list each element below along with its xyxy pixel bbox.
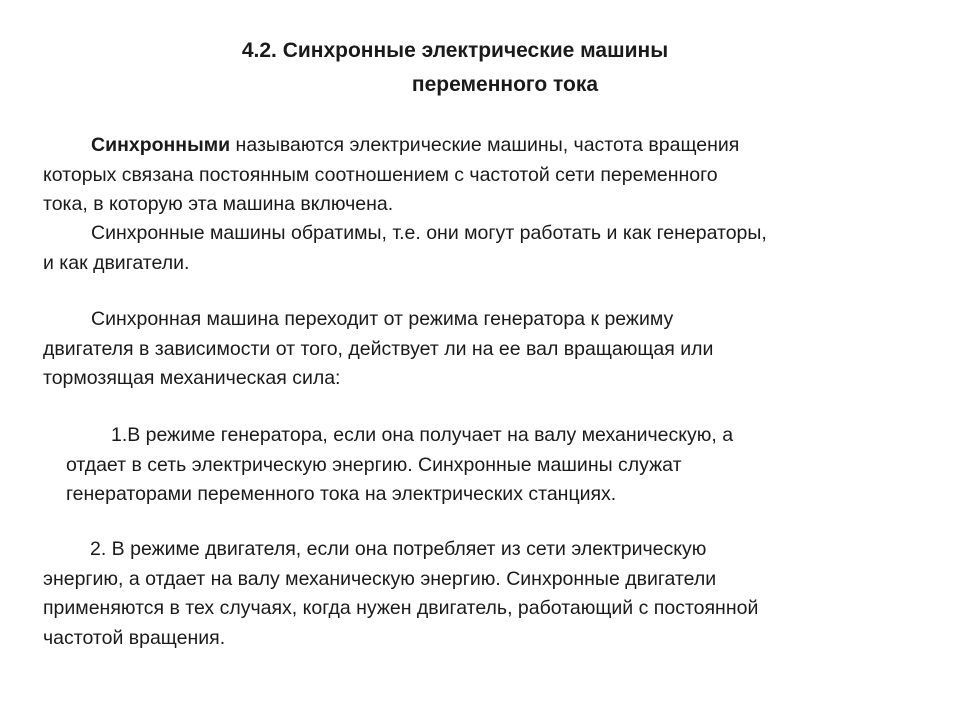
bold-term: Синхронными bbox=[91, 134, 231, 156]
paragraph-mode-transition bbox=[43, 305, 713, 394]
paragraph-line: тормозящая механическая сила: bbox=[43, 367, 341, 389]
paragraph-line: генераторами переменного тока на электрических станциях. bbox=[66, 483, 617, 505]
paragraph-line: 1.В режиме генератора, если она получает на валу механическую, а bbox=[111, 424, 734, 446]
paragraph-line: энергию, а отдает на валу механическую энергию. Синхронные двигатели bbox=[43, 567, 717, 590]
paragraph-line: которых связана постоянным соотношением с частотой сети переменного bbox=[43, 163, 718, 186]
paragraph-line: Синхронная машина переходит от режима генератора к режиму bbox=[91, 308, 674, 330]
paragraph-line: 2. В режиме двигателя, если она потребляет из сети электрическую bbox=[90, 538, 707, 560]
line-text: называются электрические машины, частота вращения bbox=[230, 134, 740, 156]
list-item-generator-mode bbox=[66, 421, 733, 510]
paragraph-line: двигателя в зависимости от того, действует ли на ее вал вращающая или bbox=[43, 337, 714, 360]
paragraph-line: частотой вращения. bbox=[43, 626, 226, 649]
paragraph-line: Синхронные машины обратимы, т.е. они могут работать и как генераторы, bbox=[91, 222, 767, 244]
paragraph-line bbox=[43, 131, 739, 161]
paragraph-line: тока, в которую эта машина включена. bbox=[43, 193, 394, 215]
paragraph-reversibility bbox=[43, 219, 767, 278]
title-line-1: 4.2. Синхронные электрические машины bbox=[241, 39, 669, 62]
list-item-motor-mode bbox=[43, 535, 758, 653]
paragraph-line: и как двигатели. bbox=[43, 251, 190, 274]
page-title bbox=[0, 34, 960, 102]
paragraph-definition bbox=[43, 131, 739, 220]
paragraph-line: применяются в тех случаях, когда нужен двигатель, работающий с постоянной bbox=[43, 597, 759, 619]
title-line-2: переменного тока bbox=[411, 73, 599, 96]
paragraph-line: отдает в сеть электрическую энергию. Синхронные машины служат bbox=[66, 453, 682, 476]
